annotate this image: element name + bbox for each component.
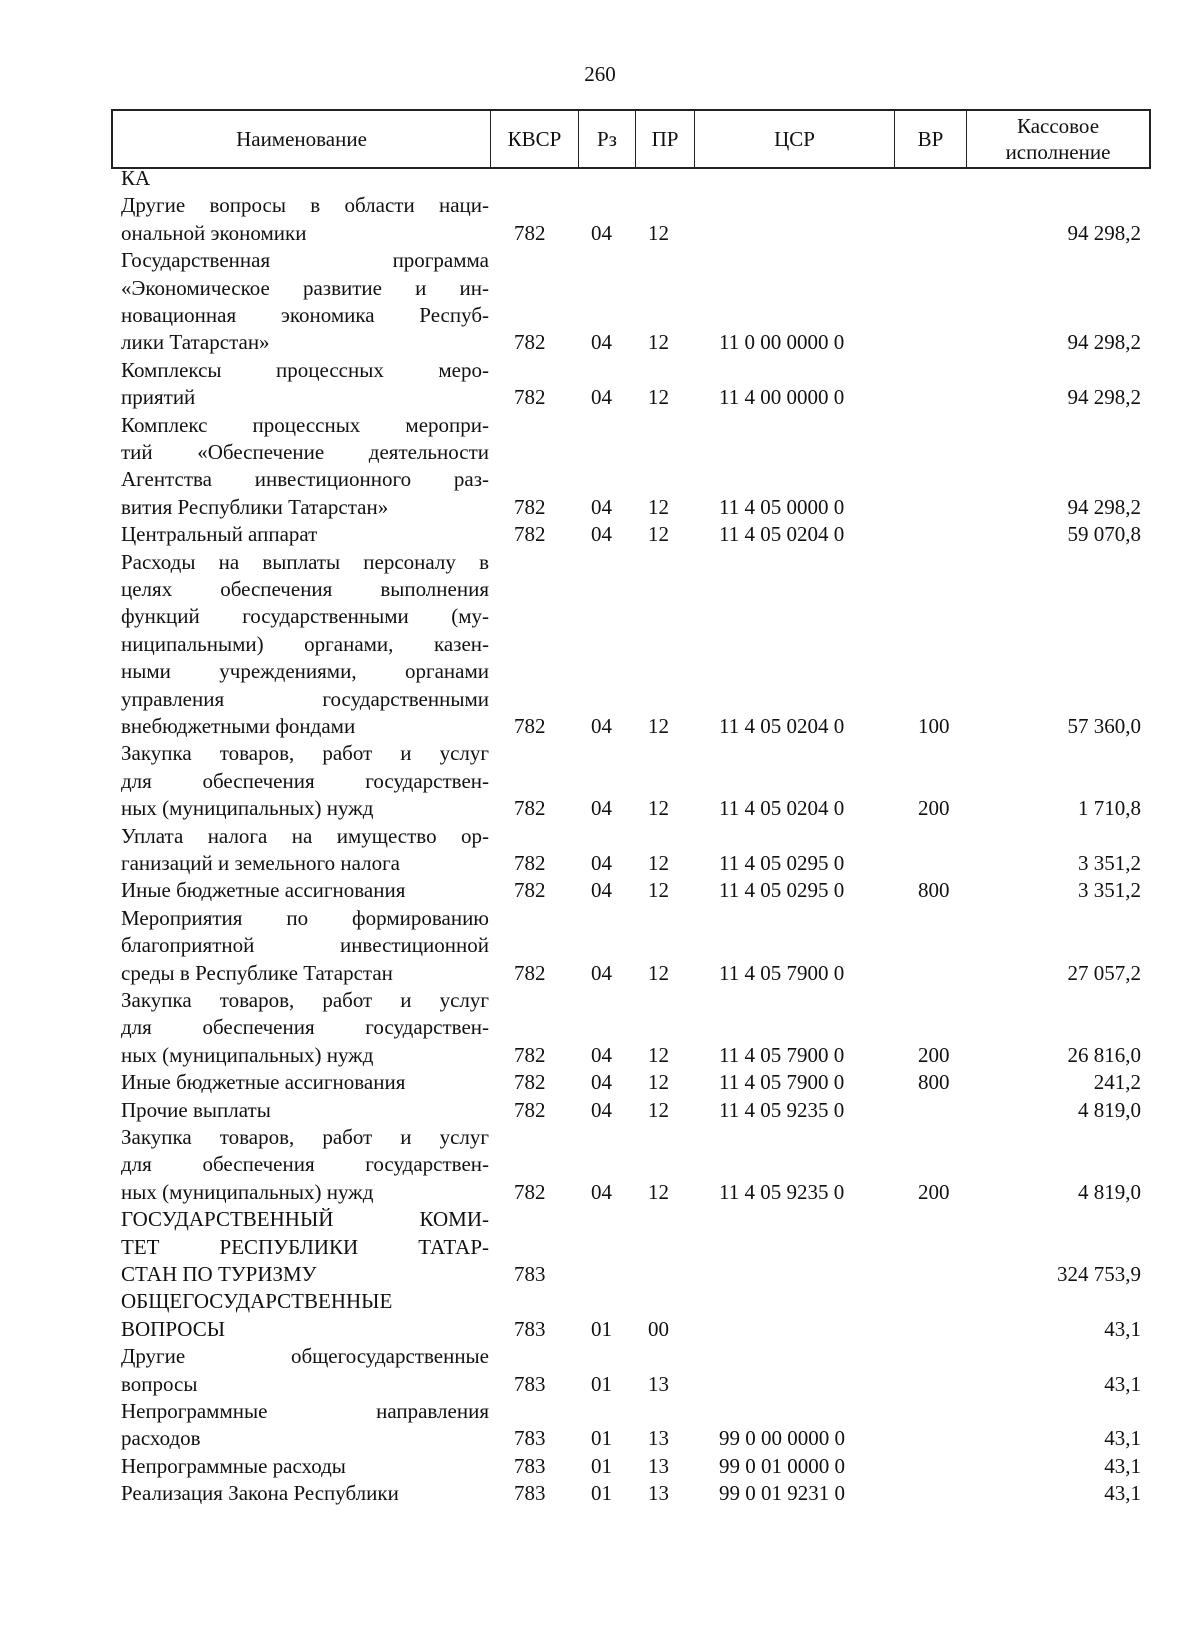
row-rz: 04 — [591, 796, 612, 821]
row-kvsr: 782 — [514, 1179, 546, 1204]
row-csr: 11 4 05 9235 0 — [719, 1097, 845, 1122]
row-pr: 12 — [648, 1070, 669, 1095]
row-pr: 12 — [648, 796, 669, 821]
row-csr: 11 0 00 0000 0 — [719, 330, 845, 355]
row-amount: 27 057,2 — [1067, 960, 1141, 985]
row-rz: 04 — [591, 1042, 612, 1067]
row-name-line: ОБЩЕГОСУДАРСТВЕННЫЕ — [121, 1289, 393, 1314]
row-name-line: Уплата налога на имущество ор- — [121, 823, 489, 848]
row-name — [121, 740, 489, 822]
row-name — [121, 1288, 489, 1343]
row-amount: 57 360,0 — [1067, 713, 1141, 738]
row-kvsr: 783 — [514, 1453, 546, 1478]
row-amount: 1 710,8 — [1078, 796, 1141, 821]
row-csr: 11 4 05 7900 0 — [719, 1042, 845, 1067]
row-name-line: ТЕТ РЕСПУБЛИКИ ТАТАР- — [121, 1234, 489, 1259]
row-csr: 11 4 05 9235 0 — [719, 1179, 845, 1204]
row-name-line: СТАН ПО ТУРИЗМУ — [121, 1262, 317, 1286]
row-name-line: новационная экономика Респуб- — [121, 303, 489, 327]
row-pr: 12 — [648, 385, 669, 410]
row-name-line: Государственная программа — [121, 248, 489, 273]
table-row — [111, 247, 1151, 357]
row-name-line: ными учреждениями, органами — [121, 659, 489, 684]
row-pr: 13 — [648, 1481, 669, 1506]
row-rz: 04 — [591, 220, 612, 245]
row-pr: 00 — [648, 1316, 669, 1341]
row-vr: 200 — [918, 1179, 950, 1204]
row-name-line: для обеспечения государствен- — [121, 1015, 489, 1040]
row-name-line: КА — [121, 166, 151, 190]
row-name-line: ональной экономики — [121, 220, 307, 245]
table-row — [111, 823, 1151, 878]
table-row — [111, 192, 1151, 247]
row-name — [121, 247, 489, 357]
table-row — [111, 1097, 1151, 1124]
row-kvsr: 782 — [514, 1042, 546, 1067]
header-name: Наименование — [113, 111, 491, 167]
row-rz: 04 — [591, 1097, 612, 1122]
table-row — [111, 740, 1151, 822]
row-rz: 04 — [591, 713, 612, 738]
row-rz: 01 — [591, 1453, 612, 1478]
row-rz: 04 — [591, 330, 612, 355]
row-name — [121, 357, 489, 412]
row-csr: 11 4 00 0000 0 — [719, 385, 845, 410]
row-name-line: целях обеспечения выполнения — [121, 577, 489, 601]
table-row — [111, 1288, 1151, 1343]
row-name — [121, 987, 489, 1069]
row-amount: 324 753,9 — [1057, 1261, 1141, 1286]
row-kvsr: 783 — [514, 1316, 546, 1341]
row-name-line: Мероприятия по формированию — [121, 905, 489, 930]
row-csr: 11 4 05 0295 0 — [719, 878, 845, 903]
row-kvsr: 783 — [514, 1426, 546, 1451]
row-amount: 43,1 — [1104, 1481, 1141, 1506]
table-row — [111, 1480, 1151, 1507]
row-name-line: вопросы — [121, 1371, 198, 1396]
row-kvsr: 782 — [514, 1097, 546, 1122]
table-row — [111, 1453, 1151, 1480]
row-kvsr: 782 — [514, 522, 546, 547]
row-kvsr: 783 — [514, 1481, 546, 1506]
row-pr: 12 — [648, 1042, 669, 1067]
row-pr: 12 — [648, 220, 669, 245]
row-pr: 13 — [648, 1453, 669, 1478]
table-row — [111, 549, 1151, 741]
row-csr: 11 4 05 0204 0 — [719, 522, 845, 547]
row-kvsr: 782 — [514, 850, 546, 875]
row-csr: 99 0 00 0000 0 — [719, 1426, 845, 1451]
table-row — [111, 1343, 1151, 1398]
row-rz: 04 — [591, 878, 612, 903]
row-amount: 94 298,2 — [1067, 330, 1141, 355]
row-kvsr: 782 — [514, 713, 546, 738]
table-row — [111, 877, 1151, 904]
row-kvsr: 783 — [514, 1371, 546, 1396]
row-name-line: Иные бюджетные ассигнования — [121, 1070, 406, 1095]
row-name — [121, 1453, 489, 1480]
header-vr: ВР — [895, 111, 967, 167]
row-name-line: «Экономическое развитие и ин- — [121, 275, 489, 300]
row-amount: 59 070,8 — [1067, 522, 1141, 547]
header-pr: ПР — [636, 111, 695, 167]
row-kvsr: 782 — [514, 878, 546, 903]
row-pr: 12 — [648, 1097, 669, 1122]
row-pr: 12 — [648, 713, 669, 738]
row-rz: 01 — [591, 1481, 612, 1506]
row-csr: 11 4 05 0204 0 — [719, 713, 845, 738]
table-row — [111, 987, 1151, 1069]
table-row — [111, 1206, 1151, 1288]
row-name — [121, 1480, 489, 1507]
row-name-line: Закупка товаров, работ и услуг — [121, 741, 489, 766]
row-name-line: среды в Республике Татарстан — [121, 960, 393, 985]
row-name — [121, 1343, 489, 1398]
row-amount: 43,1 — [1104, 1371, 1141, 1396]
row-rz: 01 — [591, 1371, 612, 1396]
row-kvsr: 782 — [514, 1070, 546, 1095]
row-name-line: тий «Обеспечение деятельности — [121, 440, 489, 464]
row-amount: 241,2 — [1093, 1070, 1141, 1095]
row-name-line: Агентства инвестиционного раз- — [121, 467, 489, 492]
row-name — [121, 549, 489, 741]
table-row — [111, 905, 1151, 987]
row-amount: 43,1 — [1104, 1453, 1141, 1478]
row-rz: 04 — [591, 850, 612, 875]
row-vr: 800 — [918, 878, 950, 903]
row-csr: 11 4 05 7900 0 — [719, 1070, 845, 1095]
header-amount — [967, 111, 1149, 167]
row-name — [121, 905, 489, 987]
row-amount: 43,1 — [1104, 1316, 1141, 1341]
table-row — [111, 1398, 1151, 1453]
table-row — [111, 521, 1151, 548]
header-kvsr: КВСР — [491, 111, 579, 167]
row-rz: 04 — [591, 960, 612, 985]
row-amount: 4 819,0 — [1078, 1179, 1141, 1204]
row-name — [121, 1398, 489, 1453]
row-name-line: приятий — [121, 385, 196, 410]
row-name-line: ГОСУДАРСТВЕННЫЙ КОМИ- — [121, 1207, 489, 1232]
row-name — [121, 521, 489, 548]
row-kvsr: 782 — [514, 330, 546, 355]
row-pr: 12 — [648, 330, 669, 355]
row-name-line: Другие общегосударственные — [121, 1344, 489, 1369]
page-number: 260 — [584, 62, 616, 86]
row-name-line: для обеспечения государствен- — [121, 768, 489, 793]
row-csr: 11 4 05 0204 0 — [719, 796, 845, 821]
row-name-line: ганизаций и земельного налога — [121, 851, 400, 875]
row-vr: 200 — [918, 796, 950, 821]
row-name-line: благоприятной инвестиционной — [121, 933, 489, 958]
row-name — [121, 1097, 489, 1124]
row-vr: 800 — [918, 1070, 950, 1095]
row-csr: 11 4 05 0295 0 — [719, 850, 845, 875]
row-pr: 12 — [648, 522, 669, 547]
row-rz: 01 — [591, 1316, 612, 1341]
row-name-line: Реализация Закона Республики — [121, 1481, 399, 1506]
table-row — [111, 165, 1151, 192]
row-name-line: Другие вопросы в области наци- — [121, 193, 489, 218]
row-kvsr: 782 — [514, 220, 546, 245]
row-amount: 94 298,2 — [1067, 385, 1141, 410]
row-amount: 43,1 — [1104, 1426, 1141, 1451]
row-amount: 4 819,0 — [1078, 1097, 1141, 1122]
row-pr: 12 — [648, 960, 669, 985]
row-amount: 94 298,2 — [1067, 220, 1141, 245]
row-pr: 13 — [648, 1371, 669, 1396]
row-pr: 12 — [648, 494, 669, 519]
row-amount: 3 351,2 — [1078, 850, 1141, 875]
row-name-line: Центральный аппарат — [121, 522, 318, 547]
row-kvsr: 782 — [514, 494, 546, 519]
row-name-line: ных (муниципальных) нужд — [121, 1179, 374, 1204]
row-amount: 94 298,2 — [1067, 494, 1141, 519]
row-name — [121, 877, 489, 904]
row-name-line: ВОПРОСЫ — [121, 1316, 226, 1341]
row-csr: 99 0 01 9231 0 — [719, 1481, 845, 1506]
row-name — [121, 1206, 489, 1288]
row-kvsr: 783 — [514, 1261, 546, 1286]
table-row — [111, 1124, 1151, 1206]
row-amount: 3 351,2 — [1078, 878, 1141, 903]
row-name-line: Расходы на выплаты персоналу в — [121, 549, 489, 574]
row-pr: 12 — [648, 878, 669, 903]
row-name — [121, 165, 489, 192]
row-name-line: Закупка товаров, работ и услуг — [121, 1125, 489, 1149]
row-csr: 11 4 05 0000 0 — [719, 494, 845, 519]
row-vr: 200 — [918, 1042, 950, 1067]
row-rz: 04 — [591, 1179, 612, 1204]
row-name-line: ных (муниципальных) нужд — [121, 796, 374, 821]
row-name — [121, 192, 489, 247]
row-kvsr: 782 — [514, 796, 546, 821]
row-name-line: для обеспечения государствен- — [121, 1152, 489, 1177]
header-rz: Рз — [579, 111, 636, 167]
header-amount-line2: исполнение — [1005, 140, 1111, 164]
row-pr: 12 — [648, 850, 669, 875]
table-header — [111, 109, 1151, 169]
row-name-line: Непрограммные расходы — [121, 1453, 346, 1478]
row-name-line: лики Татарстан» — [121, 330, 270, 355]
row-name — [121, 412, 489, 522]
row-name — [121, 1069, 489, 1096]
row-rz: 01 — [591, 1426, 612, 1451]
row-name-line: функций государственными (му- — [121, 604, 489, 629]
row-name-line: Комплексы процессных меро- — [121, 357, 489, 382]
row-name-line: управления государственными — [121, 686, 489, 711]
row-pr: 12 — [648, 1179, 669, 1204]
row-name-line: ниципальными) органами, казен- — [121, 631, 489, 656]
row-name-line: Комплекс процессных меропри- — [121, 412, 489, 437]
row-vr: 100 — [918, 713, 950, 738]
table-row — [111, 1069, 1151, 1096]
row-name-line: Иные бюджетные ассигнования — [121, 878, 406, 903]
row-name-line: ных (муниципальных) нужд — [121, 1042, 374, 1067]
row-amount: 26 816,0 — [1067, 1042, 1141, 1067]
row-name — [121, 823, 489, 878]
row-rz: 04 — [591, 494, 612, 519]
row-pr: 13 — [648, 1426, 669, 1451]
header-csr: ЦСР — [695, 111, 895, 167]
row-csr: 11 4 05 7900 0 — [719, 960, 845, 985]
row-rz: 04 — [591, 385, 612, 410]
header-amount-line1: Кассовое — [1016, 114, 1100, 138]
row-name-line: вития Республики Татарстан» — [121, 494, 389, 519]
row-name-line: внебюджетными фондами — [121, 714, 356, 739]
row-kvsr: 782 — [514, 960, 546, 985]
table-row — [111, 357, 1151, 412]
table-row — [111, 412, 1151, 522]
row-name-line: Непрограммные направления — [121, 1399, 489, 1423]
row-rz: 04 — [591, 522, 612, 547]
row-kvsr: 782 — [514, 385, 546, 410]
row-rz: 04 — [591, 1070, 612, 1095]
row-name-line: Прочие выплаты — [121, 1097, 271, 1122]
row-name-line: расходов — [121, 1426, 201, 1451]
row-name — [121, 1124, 489, 1206]
row-name-line: Закупка товаров, работ и услуг — [121, 988, 489, 1012]
row-csr: 99 0 01 0000 0 — [719, 1453, 845, 1478]
